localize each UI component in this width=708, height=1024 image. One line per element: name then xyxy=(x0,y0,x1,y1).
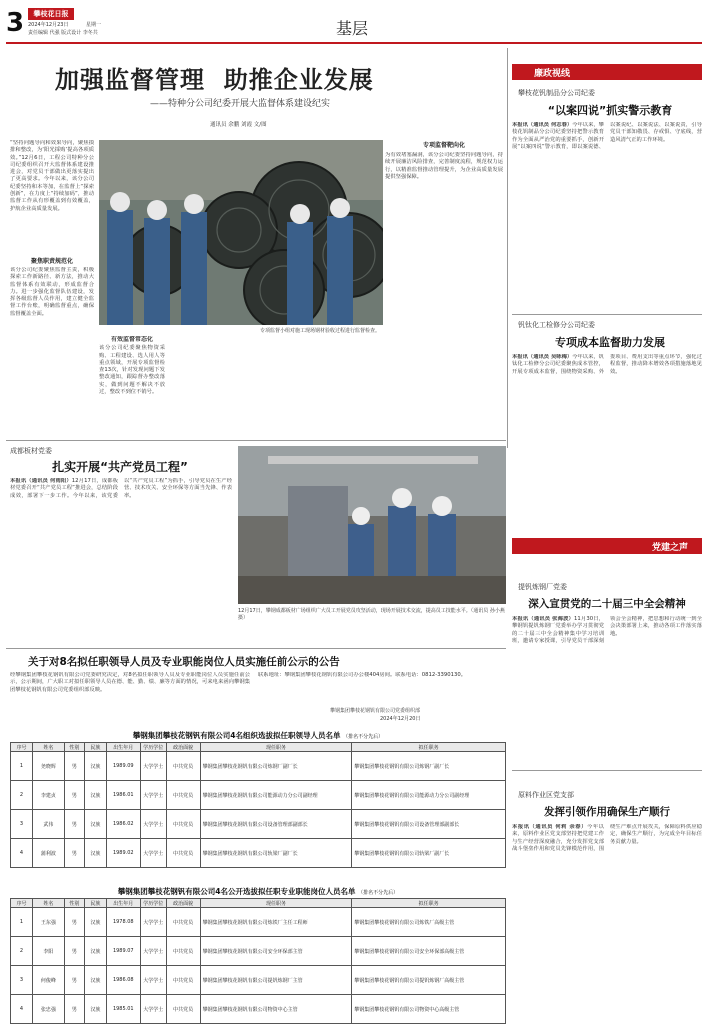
right1-byline: 本报讯（通讯员 何志春） xyxy=(512,122,573,128)
table1-row xyxy=(11,810,506,839)
table2-cell: 汉族 xyxy=(84,908,106,937)
table1-cell: 攀钢集团攀枝花钢钒有限公司设备管理部副部长 xyxy=(200,810,352,839)
table1-cell: 武伟 xyxy=(32,810,64,839)
table1-cell: 中共党员 xyxy=(166,810,200,839)
table1-cell: 大学学士 xyxy=(140,752,166,781)
voice-body-text: 11月30日，攀钢钒提钒炼钢厂党委举办学习贯彻党的二十届三中全会精神集中学习培训班，邀请专家授课，引导党员干部深刻领会全会精神，把思想和行动统一到全会决策部署上来，推动各项工作落实落地。 xyxy=(512,616,702,644)
table2-col-header: 序号 xyxy=(11,899,33,908)
lead-byline: 通讯员 余鹏 刘霞 文/图 xyxy=(210,122,267,128)
table2-cell: 李阳 xyxy=(32,937,64,966)
notice-sign-date: 2024年12月20日 xyxy=(380,716,421,722)
lead-photo-image xyxy=(99,140,383,325)
table2-cell: 男 xyxy=(64,937,84,966)
table1-body xyxy=(11,752,506,868)
table1-col-header: 政治面貌 xyxy=(166,743,200,752)
table1-cell: 3 xyxy=(11,810,33,839)
table2-col-header: 拟任职务 xyxy=(352,899,506,908)
right1-headline: “以案四说”抓实警示教育 xyxy=(547,104,673,117)
table1-cell: 攀钢集团攀枝花钢钒有限公司能源动力分公司副经理 xyxy=(352,781,506,810)
voice-kicker: 提钒炼钢厂党委 xyxy=(518,583,567,591)
table2-cell: 攀钢集团攀枝花钢钒有限公司安全环保部主管 xyxy=(200,937,352,966)
right1-tag-text: 廉政视线 xyxy=(534,69,571,79)
lead-sub3: 专项监督靶向化 xyxy=(422,142,465,149)
right2-kicker: 钒钛化工检修分公司纪委 xyxy=(518,321,595,329)
table1-col-header: 现任职务 xyxy=(200,743,352,752)
table1-cell: 汉族 xyxy=(84,781,106,810)
table1-col-header: 民族 xyxy=(84,743,106,752)
lead-sub1: 聚焦职责规范化 xyxy=(30,258,73,265)
lead-photo xyxy=(99,140,383,325)
right2-headline: 专项成本监督助力发展 xyxy=(555,336,665,349)
table1-cell: 攀钢集团攀枝花钢钒有限公司炼钢厂副厂长 xyxy=(352,752,506,781)
table1-cell: 汉族 xyxy=(84,839,106,868)
table1-cell: 1989.09 xyxy=(106,752,140,781)
editor-line: 责任编辑 代强 版式设计 李冬共 xyxy=(28,30,98,36)
notice-body-right: 联系地址：攀钢集团攀枝花钢钒有限公司办公楼404房间。联系电话：0812-3390130。 xyxy=(258,672,467,678)
table1-cell: 攀钢集团攀枝花钢钒有限公司设备管理部副部长 xyxy=(352,810,506,839)
table1-cell: 1986.02 xyxy=(106,810,140,839)
table2-cell: 大学学士 xyxy=(140,966,166,995)
table2-header xyxy=(11,899,506,908)
right1-kicker: 攀枝花钒制品分公司纪委 xyxy=(518,89,595,97)
newspaper-logo xyxy=(28,8,74,20)
table1-row xyxy=(11,839,506,868)
bottom-right-kicker: 原料作业区党支部 xyxy=(518,791,574,799)
lead-headline: 加强监督管理 助推企业发展 xyxy=(55,66,374,94)
table2-cell: 中共党员 xyxy=(166,995,200,1024)
table1-col-header: 学历学位 xyxy=(140,743,166,752)
table2-title xyxy=(10,886,506,897)
table2-cell: 大学学士 xyxy=(140,995,166,1024)
right-divider-2 xyxy=(512,770,702,771)
lead-intro: “坚持问题导向和效果导向，聚焦摸排和整改，为‘阳光採购’提高各项质效。”12月6日，工程公司特种分公司纪委组织召开大监督体系建设推进会，对党员干部做出更落实提出了更高要求。今年以来，该分公司纪委坚持和本等加，在监督上“探索创新”，在力度上“持续加码”，推动监督工作从有形覆盖到有效覆盖，护航企业高质量发展。 xyxy=(10,140,94,212)
table2-col-header: 民族 xyxy=(84,899,106,908)
table2-note: （排名不分先后） xyxy=(358,890,399,896)
table1-cell: 男 xyxy=(64,781,84,810)
notice-headline: 关于对8名拟任职领导人员及专业职能岗位人员实施任前公示的公告 xyxy=(28,656,340,668)
table2-cell: 汉族 xyxy=(84,995,106,1024)
right1-body xyxy=(512,122,702,310)
table1-cell: 1 xyxy=(11,752,33,781)
table1-cell: 攀钢集团攀枝花钢钒有限公司能源动力分公司副经理 xyxy=(200,781,352,810)
party-headline: 扎实开展“共产党员工程” xyxy=(52,460,188,474)
table2-body xyxy=(11,908,506,1024)
party-photo-image xyxy=(238,446,506,604)
table1-cell: 汉族 xyxy=(84,752,106,781)
table1-cell: 1989.02 xyxy=(106,839,140,868)
lead-photo-caption: 专项监督小组对施工现场钢材验收过程进行监督检查。 xyxy=(259,328,380,334)
table2-title-text: 攀钢集团攀枝花钢钒有限公司4名公开选拔拟任职专业职能岗位人员名单 xyxy=(117,887,356,896)
right1-body-text: 今年以来，攀枝花钒制品分公司纪委坚持把警示教育作为全面从严治党的重要抓手，创新开展“以案四说”警示教育，即以案说德、以案说纪、以案说法、以案说责，引导党员干部知敬畏、存戒惧、守底线，营造风清气正的工作环境。 xyxy=(512,122,702,150)
table2-col-header: 现任职务 xyxy=(200,899,352,908)
lead-sub2: 有效监督常态化 xyxy=(110,336,153,343)
voice-tag-text: 党建之声 xyxy=(651,543,688,553)
table2-cell: 张忠强 xyxy=(32,995,64,1024)
right2-body xyxy=(512,354,702,524)
table1-cell: 2 xyxy=(11,781,33,810)
table1-cell: 攀钢集团攀枝花钢钒有限公司轨梁厂副厂长 xyxy=(352,839,506,868)
lead-body1: 该分公司纪委聚焦监督主责，积极探索工作新路径、新方法，推动大监督体系有效联动，形成监督合力。进一步强化监督队伍建设，发挥各级监督人员作用，建立健全监督工作台账，明确监督重点，确保监督覆盖全面。 xyxy=(10,267,94,317)
party-body xyxy=(10,478,232,646)
table2-row xyxy=(11,908,506,937)
bottom-right-body xyxy=(512,824,702,1018)
table1-cell: 攀钢集团攀枝花钢钒有限公司炼钢厂副厂长 xyxy=(200,752,352,781)
party-byline: 本报讯（通讯员 何雨阳） xyxy=(10,478,72,484)
lead-body1-cont xyxy=(99,336,165,436)
table2-cell: 汉族 xyxy=(84,937,106,966)
table2-cell: 大学学士 xyxy=(140,937,166,966)
masthead xyxy=(6,4,702,42)
table1-cell: 中共党员 xyxy=(166,839,200,868)
table2-cell: 4 xyxy=(11,995,33,1024)
party-photo-caption: 12月17日，攀钢成都板材广场组织广大员工开展党员攻坚活动，现场开展技术交流，提高员工技能水平。（通讯员 孙小燕 摄） xyxy=(238,608,505,621)
table2-cell: 3 xyxy=(11,966,33,995)
voice-headline: 深入宣贯党的二十届三中全会精神 xyxy=(528,598,686,610)
table2-cell: 中共党员 xyxy=(166,937,200,966)
table2-cell: 中共党员 xyxy=(166,966,200,995)
voice-body xyxy=(512,616,702,768)
table2-col-header: 姓名 xyxy=(32,899,64,908)
table2-cell: 攀钢集团攀枝花钢钒有限公司物资中心主管 xyxy=(200,995,352,1024)
bottom-right-body-text: 今年以来，原料作业区党支部坚持把党建工作与生产经营深度融合，充分发挥党支部战斗堡垒作用和党员先锋模范作用，围绕生产难点开展攻关，保障原料供应稳定，确保生产顺行，为完成全年目标任务贡献力量。 xyxy=(512,824,702,852)
table1-cell: 大学学士 xyxy=(140,781,166,810)
party-top-rule xyxy=(6,440,506,441)
table1-cell: 汉族 xyxy=(84,810,106,839)
table1-cell: 中共党员 xyxy=(166,781,200,810)
page-number: 3 xyxy=(6,8,25,38)
table1-cell: 中共党员 xyxy=(166,752,200,781)
table2-cell: 中共党员 xyxy=(166,908,200,937)
notice-signoff: 攀钢集团攀枝花钢钒有限公司党委组织部 xyxy=(330,708,421,714)
table2-cell: 攀钢集团攀枝花钢钒有限公司提钒炼钢厂高级主管 xyxy=(352,966,506,995)
section-title: 基层 xyxy=(336,19,369,38)
lead-subhead: ——特种分公司纪委开展大监督体系建设纪实 xyxy=(150,99,331,109)
table2-row xyxy=(11,937,506,966)
lead-body3: 为有效堵塞漏洞，该分公司纪委坚持问题导向，持续开展廉洁风险排查，完善制度流程，规范权力运行，以精准监督推动管理提升，为企业高质量发展提供坚强保障。 xyxy=(385,152,503,180)
table2-row xyxy=(11,995,506,1024)
table2-cell: 1978.08 xyxy=(106,908,140,937)
right2-body-text: 今年以来，钒钛化工检修分公司纪委聚焦成本管控，开展专项成本监督，围绕物资采购、外委项目、费用支出等重点环节，强化过程监督，推动降本增效各项措施落地见效。 xyxy=(512,354,702,375)
table1-col-header: 拟任职务 xyxy=(352,743,506,752)
table2-cell: 攀钢集团攀枝花钢钒有限公司炼铁厂主任工程师 xyxy=(200,908,352,937)
issue-weekday: 星期一 xyxy=(86,22,102,28)
voice-tag xyxy=(512,538,702,554)
table1-grid xyxy=(10,742,506,868)
table1-note: （排名不分先后） xyxy=(343,734,384,740)
voice-byline: 本报讯（通讯员 张海波） xyxy=(512,616,574,622)
table2-cell: 2 xyxy=(11,937,33,966)
table1-col-header: 性别 xyxy=(64,743,84,752)
table2-cell: 攀钢集团攀枝花钢钒有限公司安全环保部高级主管 xyxy=(352,937,506,966)
table1-cell: 大学学士 xyxy=(140,839,166,868)
table1-cell: 男 xyxy=(64,839,84,868)
table1-cell: 攀钢集团攀枝花钢钒有限公司轨梁厂副厂长 xyxy=(200,839,352,868)
table2-cell: 攀钢集团攀枝花钢钒有限公司提钒炼钢厂主管 xyxy=(200,966,352,995)
notice-top-rule xyxy=(6,648,506,649)
masthead-rule xyxy=(6,42,702,44)
table2-cell: 1989.07 xyxy=(106,937,140,966)
table1-title xyxy=(10,730,506,741)
table2 xyxy=(10,898,506,1024)
table2-cell: 攀钢集团攀枝花钢钒有限公司炼铁厂高级主管 xyxy=(352,908,506,937)
table1-row xyxy=(11,752,506,781)
table1-cell: 尧晓辉 xyxy=(32,752,64,781)
lead-col4 xyxy=(241,336,307,436)
logo-text: 攀枝花日报 xyxy=(33,10,69,18)
table2-cell: 1985.01 xyxy=(106,995,140,1024)
table2-col-header: 出生年月 xyxy=(106,899,140,908)
table1-cell: 大学学士 xyxy=(140,810,166,839)
table1-col-header: 姓名 xyxy=(32,743,64,752)
vertical-divider xyxy=(507,48,508,448)
table2-cell: 1 xyxy=(11,908,33,937)
table1-cell: 4 xyxy=(11,839,33,868)
right-divider-1 xyxy=(512,314,702,315)
table2-cell: 何俊峰 xyxy=(32,966,64,995)
table1 xyxy=(10,742,506,868)
lead-body2: 该分公司纪委聚焦物资采购、工程建设、选人用人等重点领域，开展专项监督检查13次，针对发现问题下发整改通知，跟踪督办整改落实，做到问题不解决不放过，整改不到位不销号。 xyxy=(99,345,165,396)
table2-cell: 攀钢集团攀枝花钢钒有限公司物资中心高级主管 xyxy=(352,995,506,1024)
table2-cell: 汉族 xyxy=(84,966,106,995)
table1-cell: 男 xyxy=(64,810,84,839)
issue-date: 2024年12月23日 xyxy=(28,22,69,28)
table2-row xyxy=(11,966,506,995)
right1-tag xyxy=(512,64,702,80)
party-photo xyxy=(238,446,506,604)
right2-byline: 本报讯（通讯员 吴咏梅） xyxy=(512,354,573,360)
table2-cell: 男 xyxy=(64,966,84,995)
bottom-right-headline: 发挥引领作用确保生产顺行 xyxy=(544,806,670,818)
table1-cell: 蒲利波 xyxy=(32,839,64,868)
table1-title-text: 攀钢集团攀枝花钢钒有限公司4名组织选拔拟任职领导人员名单 xyxy=(132,731,341,740)
table1-row xyxy=(11,781,506,810)
table2-cell: 王东强 xyxy=(32,908,64,937)
table1-col-header: 序号 xyxy=(11,743,33,752)
table2-cell: 大学学士 xyxy=(140,908,166,937)
table1-cell: 李建贞 xyxy=(32,781,64,810)
table1-header xyxy=(11,743,506,752)
table1-col-header: 出生年月 xyxy=(106,743,140,752)
table1-cell: 男 xyxy=(64,752,84,781)
table2-cell: 男 xyxy=(64,995,84,1024)
lead-col3 xyxy=(170,336,236,436)
notice-body-left: 经攀钢集团攀枝花钢钒有限公司党委研究决定，对8名拟任职领导人员及专业职能岗位人员实施任前公示，公示期间，广大职工对拟任职领导人员在德、能、勤、绩、廉等方面的情况，可来电来函向攀钢集团攀枝花钢钒有限公司党委组织部反映。 xyxy=(10,672,250,693)
table2-col-header: 性别 xyxy=(64,899,84,908)
table1-cell: 1986.01 xyxy=(106,781,140,810)
table2-cell: 1986.08 xyxy=(106,966,140,995)
table2-grid xyxy=(10,898,506,1024)
table2-cell: 男 xyxy=(64,908,84,937)
table2-col-header: 政治面貌 xyxy=(166,899,200,908)
table2-col-header: 学历学位 xyxy=(140,899,166,908)
party-body-text: 12月17日，成都板材党委召开“共产党员工程”推进会，总结阶段成效，部署下一步工作。今年以来，该党委以“共产党员工程”为抓手，引导党员在生产经营、技术攻关、安全环保等方面当先锋、作表率。 xyxy=(10,478,232,499)
party-kicker: 成都板材党委 xyxy=(10,447,52,455)
bottom-right-byline: 本报讯（通讯员 何莉 余春） xyxy=(512,824,587,830)
